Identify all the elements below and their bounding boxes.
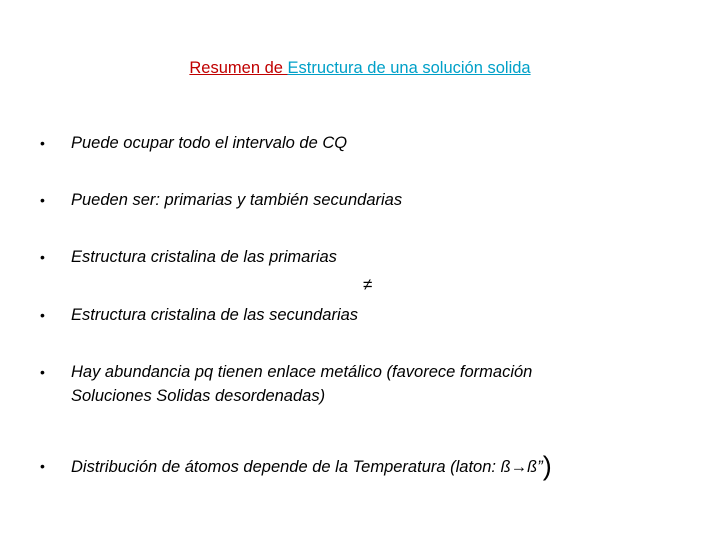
bullet-dot: • (40, 192, 45, 208)
closing-parenthesis: ) (542, 451, 552, 481)
slide-title (0, 57, 720, 79)
title-part-resumen: Resumen de (189, 59, 288, 77)
bullet-text: Estructura cristalina de las primarias (71, 248, 337, 266)
bullet-text: Pueden ser: primarias y también secundarias (71, 191, 403, 209)
title-part-estructura: Estructura de una solución solida (287, 59, 531, 77)
bullet-text-line1: Hay abundancia pq tienen enlace metálico (favorece formación (71, 363, 533, 381)
bullet-text-line2: Soluciones Solidas desordenadas) (71, 387, 326, 405)
bullet-text: Estructura cristalina de las secundarias (71, 306, 359, 324)
bullet-text: Puede ocupar todo el intervalo de CQ (71, 134, 348, 152)
bullet-dot: • (40, 307, 45, 323)
bullet-text: Distribución de átomos depende de la Temperatura (laton: ß→ß” (71, 458, 543, 476)
bullet-text-wrap (71, 451, 552, 481)
bullet-dot: • (40, 135, 45, 151)
bullet-dot: • (40, 364, 45, 380)
bullet-dot: • (40, 458, 45, 474)
bullet-dot: • (40, 249, 45, 265)
not-equal-symbol: ≠ (363, 275, 373, 294)
